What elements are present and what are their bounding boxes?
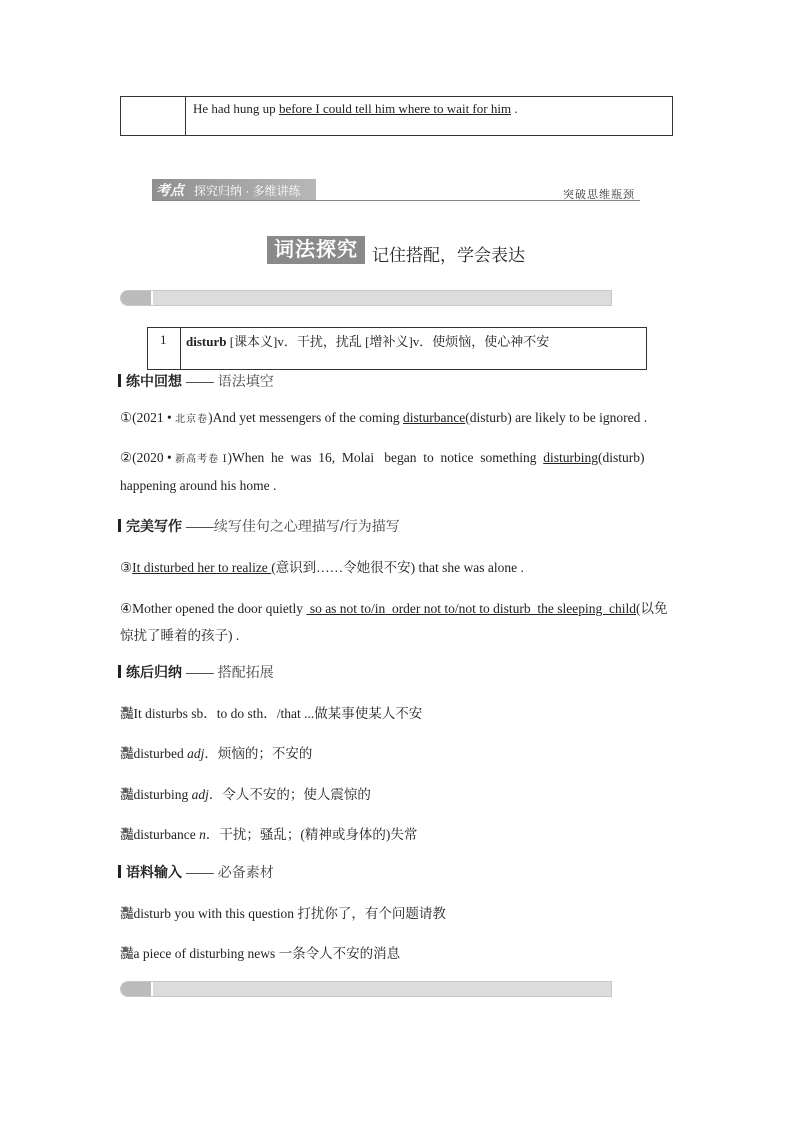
section-subtitle: —— 必备素材 xyxy=(182,864,274,880)
collocation-3: 灩disturbing adj．令人不安的；使人震惊的 xyxy=(120,787,371,802)
section-marker xyxy=(118,519,121,532)
section-heading-2 xyxy=(118,516,400,536)
collocation-4: 灩disturbance n．干扰；骚乱；(精神或身体的)失常 xyxy=(120,827,418,842)
table-divider xyxy=(185,97,186,135)
section-subtitle: —— 语法填空 xyxy=(182,373,274,389)
material-1: 灩disturb you with this question 打扰你了，有个问题请教 xyxy=(120,906,446,921)
section-heading-4 xyxy=(118,862,274,882)
exercise-4: ④Mother opened the door quietly so as not to/in order not to/not to disturb the sleeping child(以免 xyxy=(120,601,668,616)
entry-divider xyxy=(180,328,181,369)
section-heading-3 xyxy=(118,662,274,682)
entry-definition xyxy=(186,331,549,350)
section-banner xyxy=(152,179,316,200)
section-marker xyxy=(118,374,121,387)
word-entry-box xyxy=(147,327,647,370)
exercise-3: ③It disturbed her to realize (意识到……令她很不安) that she was alone . xyxy=(120,560,524,575)
exercise-2: ②(2020 • 新高考卷 Ⅰ)When he was 16, Molai began to notice something disturbing(disturb) xyxy=(120,450,645,465)
section-title: 完美写作 xyxy=(126,518,182,534)
sentence-prefix: He had hung up xyxy=(193,101,279,116)
vocab-heading-subtitle: 记住搭配，学会表达 xyxy=(372,246,525,265)
top-table xyxy=(120,96,673,136)
section-title: 语料输入 xyxy=(126,864,182,880)
section-marker xyxy=(118,865,121,878)
exercise-1: ①(2021 • 北京卷)And yet messengers of the coming disturbance(disturb) are likely to be ignored . xyxy=(120,410,648,425)
collocation-1: 灩It disturbs sb．to do sth．/that ...做某事使某人不安 xyxy=(120,706,423,721)
sentence-answer: before I could tell him where to wait for him xyxy=(278,101,512,116)
section-title: 练中回想 xyxy=(126,373,182,389)
exercise-2-line2: happening around his home . xyxy=(120,478,277,493)
section-marker xyxy=(118,665,121,678)
divider-bar-bottom xyxy=(120,981,612,997)
section-title: 练后归纳 xyxy=(126,664,182,680)
divider-bar-top xyxy=(120,290,612,306)
bar-knob xyxy=(121,982,153,996)
entry-word: disturb xyxy=(186,334,227,349)
sentence-suffix: . xyxy=(511,101,518,116)
answer-text: disturbing xyxy=(543,450,598,465)
collocation-2: 灩disturbed adj．烦恼的；不安的 xyxy=(120,746,313,761)
section-subtitle: —— 搭配拓展 xyxy=(182,664,274,680)
material-2: 灩a piece of disturbing news 一条令人不安的消息 xyxy=(120,946,401,961)
table-sentence xyxy=(193,101,518,117)
section-subtitle: ——续写佳句之心理描写/行为描写 xyxy=(182,518,400,534)
banner-title: 考点 xyxy=(156,182,184,198)
answer-text: disturbance xyxy=(403,410,466,425)
exercise-4-line2: 惊扰了睡着的孩子) . xyxy=(120,628,240,643)
source-label: 北京卷 xyxy=(175,414,209,425)
banner-subtitle: 探究归纳 · 多维讲练 xyxy=(194,184,301,198)
entry-number: 1 xyxy=(160,332,167,347)
banner-right-caption: 突破思维瓶颈 xyxy=(563,189,635,201)
entry-meaning: [课本义]v．干扰，扰乱 [增补义]v．使烦恼，使心神不安 xyxy=(226,334,550,349)
answer-text: It disturbed her to realize xyxy=(132,560,272,575)
section-heading-1 xyxy=(118,371,274,391)
vocab-heading-box: 词法探究 xyxy=(267,236,365,264)
answer-text: so as not to/in order not to/not to disturb the sleeping child xyxy=(306,601,637,616)
source-label: 新高考卷 Ⅰ xyxy=(175,454,228,465)
bar-knob xyxy=(121,291,153,305)
